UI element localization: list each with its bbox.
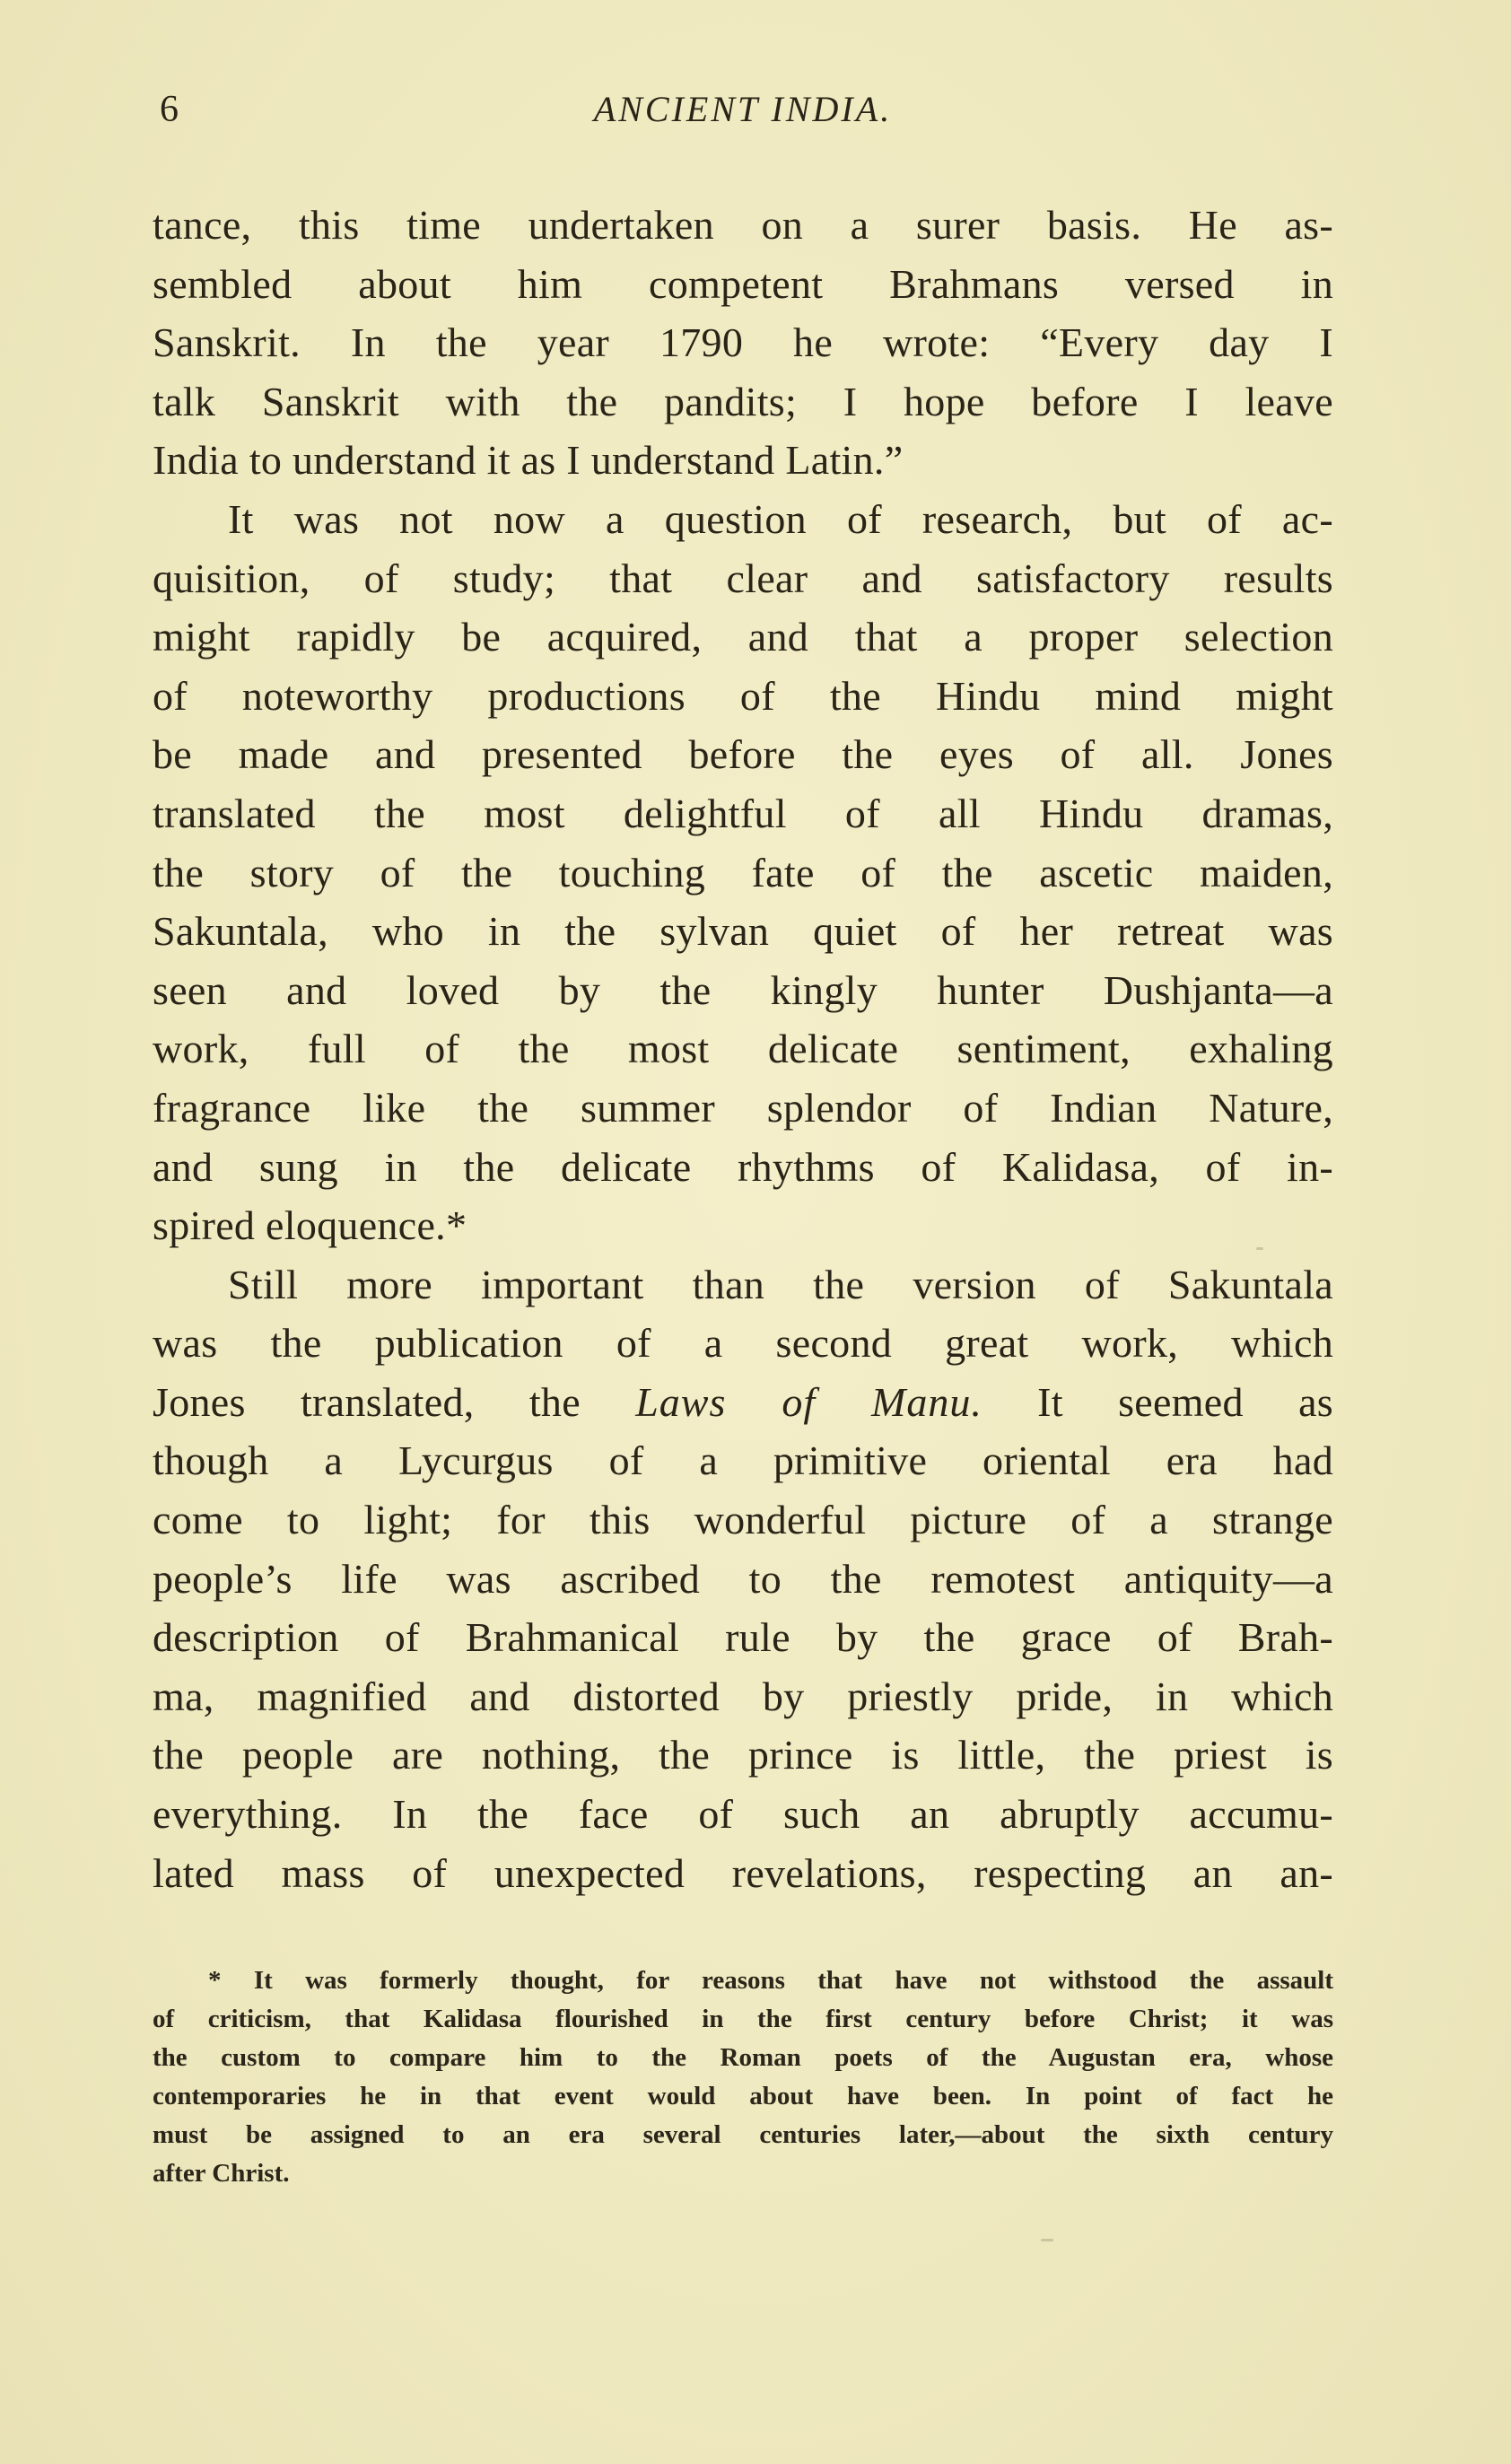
paragraph-start-line: Still more important than the version of Sakuntala (228, 1261, 1333, 1307)
text-line-with-italic-title (153, 1373, 1333, 1432)
text-line: translated the most delightful of all Hindu dramas, (153, 790, 1333, 836)
text-line: might rapidly be acquired, and that a proper selection (153, 614, 1333, 660)
text-line: tance, this time undertaken on a surer basis. He as- (153, 202, 1333, 248)
footnote-line: after Christ. (153, 2159, 290, 2188)
footnote-line: of criticism, that Kalidasa flourished in the first century before Christ; it was (153, 2005, 1333, 2033)
text-line: lated mass of unexpected revelations, respecting an an- (153, 1849, 1333, 1896)
text-line: everything. In the face of such an abruptly accumu- (153, 1791, 1333, 1838)
text-line-with-footnote-mark: spired eloquence.* (153, 1202, 467, 1249)
footnote-line: contemporaries he in that event would about have been. In point of fact he (153, 2082, 1333, 2110)
text-line: was the publication of a second great work, which (153, 1320, 1333, 1367)
text-line: the story of the touching fate of the ascetic maiden, (153, 849, 1333, 896)
text-line: Sakuntala, who in the sylvan quiet of her retreat was (153, 908, 1333, 955)
text-line: work, full of the most delicate sentiment, exhaling (153, 1026, 1333, 1072)
text-line: be made and presented before the eyes of all. Jones (153, 731, 1333, 778)
body-text (153, 196, 1333, 1902)
footnote-line: must be assigned to an era several centuries later,—about the sixth century (153, 2120, 1333, 2149)
text-line: talk Sanskrit with the pandits; I hope before I leave (153, 378, 1333, 424)
text-line: seen and loved by the kingly hunter Dushjanta—a (153, 966, 1333, 1013)
italic-title: Laws of Manu. (635, 1378, 983, 1425)
text-line: and sung in the delicate rhythms of Kalidasa, of in- (153, 1143, 1333, 1190)
text-fragment: Jones translated, the (153, 1378, 581, 1425)
text-line: ma, magnified and distorted by priestly pride, in which (153, 1673, 1333, 1719)
text-line: Sanskrit. In the year 1790 he wrote: “Every day I (153, 319, 1333, 366)
footnote-line: the custom to compare him to the Roman poets of the Augustan era, whose (153, 2043, 1333, 2072)
text-line: though a Lycurgus of a primitive oriental era had (153, 1437, 1333, 1484)
text-line: quisition, of study; that clear and satisfactory results (153, 555, 1333, 601)
text-fragment: It seemed as (1037, 1378, 1333, 1425)
text-line: come to light; for this wonderful picture of a strange (153, 1497, 1333, 1543)
text-line: of noteworthy productions of the Hindu mind might (153, 672, 1333, 719)
footnote (153, 1962, 1333, 2193)
page-number: 6 (160, 89, 179, 130)
running-title: ANCIENT INDIA. (593, 89, 893, 129)
text-line: sembled about him competent Brahmans versed in (153, 260, 1333, 307)
text-line: description of Brahmanical rule by the grace of Brah- (153, 1614, 1333, 1661)
text-line: fragrance like the summer splendor of Indian Nature, (153, 1084, 1333, 1131)
paragraph-start-line: It was not now a question of research, but of ac- (228, 495, 1333, 542)
page-header (153, 83, 1333, 136)
paper-speck (1256, 1247, 1263, 1250)
footnote-line: * It was formerly thought, for reasons that have not withstood the assault (208, 1966, 1333, 1995)
text-line: the people are nothing, the prince is little, the priest is (153, 1732, 1333, 1778)
paper-speck (1041, 2239, 1053, 2241)
text-line: people’s life was ascribed to the remotest antiquity—a (153, 1555, 1333, 1602)
text-line: India to understand it as I understand Latin.” (153, 437, 904, 484)
